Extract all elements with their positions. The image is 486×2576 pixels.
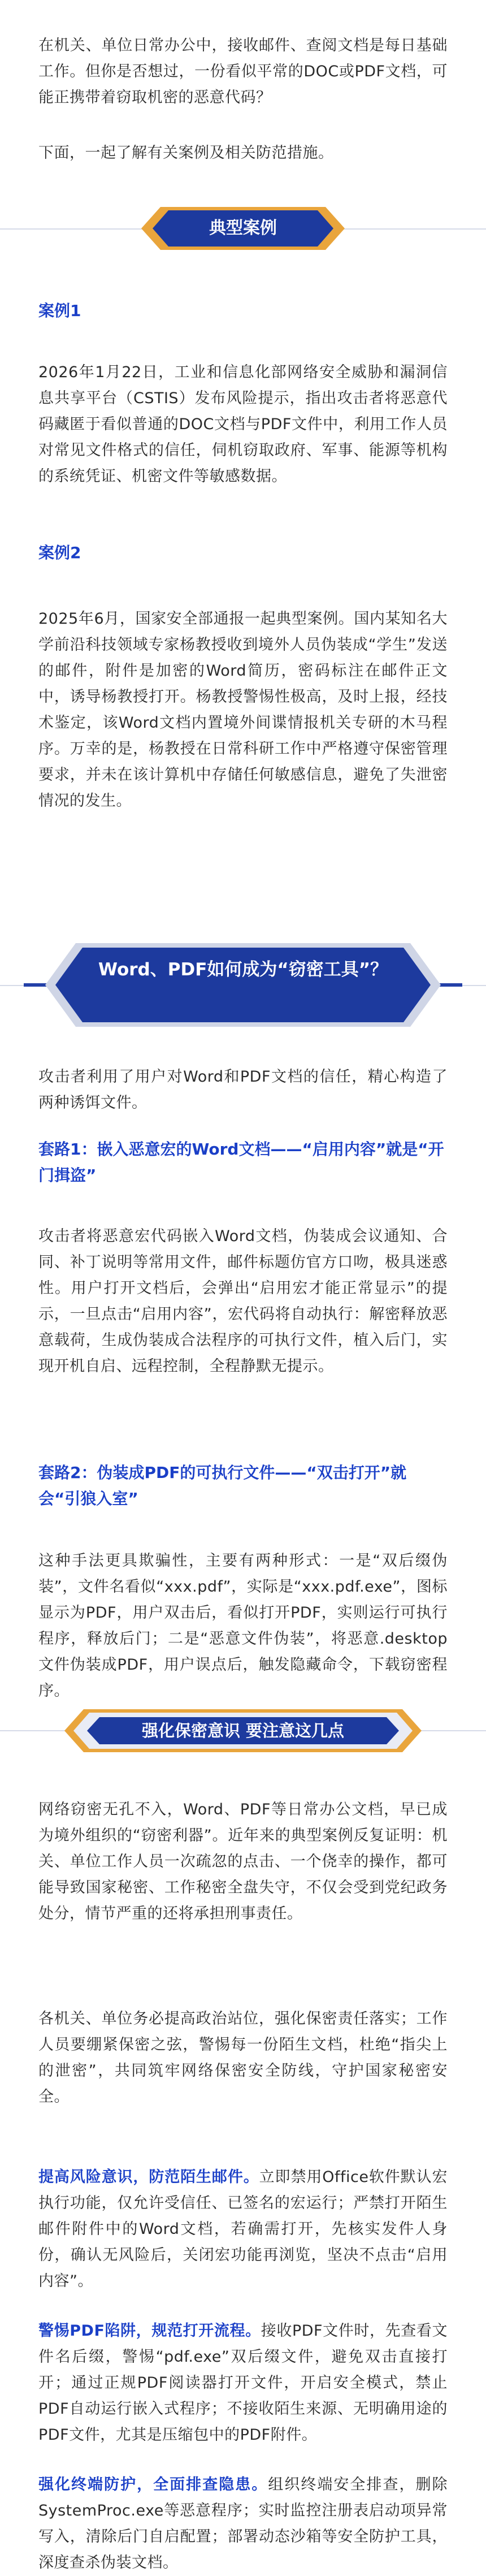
tip2-heading: 警惕PDF陷阱，规范打开流程。 [38, 2322, 261, 2340]
case2-label: 案例2 [38, 543, 81, 562]
banner-right-tick [440, 983, 462, 987]
case1-text: 2026年1月22日，工业和信息化部网络安全威胁和漏洞信息共享平台（CSTIS）发布风险提示，指出攻击者将恶意代码藏匿于看似普通的DOC文档与PDF文件中，利用工作人员对常见文件格式的信任，伺机窃取政府、军事、能源等机构的系统凭证、机密文件等敏感数据。 [38, 364, 448, 485]
case1-label: 案例1 [38, 301, 81, 320]
tip2-body: 接收PDF文件时，先查看文件名后缀，警惕“pdf.exe”双后缀文件，避免双击直接打开；通过正规PDF阅读器打开文件，开启安全模式，禁止PDF自动运行嵌入式程序；不接收陌生来源、无明确用途的PDF文件，尤其是压缩包中的PDF附件。 [38, 2322, 448, 2444]
tip3-paragraph [38, 2472, 448, 2576]
banner-left-tick [24, 983, 46, 987]
section2-intro: 攻击者利用了用户对Word和PDF文档的信任，精心构造了两种诱饵文件。 [38, 1068, 448, 1112]
tip1-body: 立即禁用Office软件默认宏执行功能，仅允许受信任、已签名的宏运行；严禁打开陌生邮件附件中的Word文档，若确需打开，先核实发件人身份，确认无风险后，关闭宏功能再浏览，坚决不点击“启用内容”。 [38, 2168, 448, 2290]
awareness-paragraph-1: 网络窃密无孔不入，Word、PDF等日常办公文档，早已成为境外组织的“窃密利器”。近年来的典型案例反复证明：机关、单位工作人员一次疏忽的点击、一个侥幸的操作，都可能导致国家秘密、工作秘密全盘失守，不仅会受到党纪政务处分，情节严重的还将承担刑事责任。 [38, 1801, 448, 1922]
routine1-text: 攻击者将恶意宏代码嵌入Word文档，伪装成会议通知、合同、补丁说明等常用文件，邮件标题仿官方口吻，极具迷惑性。用户打开文档后，会弹出“启用宏才能正常显示”的提示，一旦点击“启用内容”，宏代码将自动执行：解密释放恶意载荷，生成伪装成合法程序的可执行文件，植入后门，实现开机自启、远程控制，全程静默无提示。 [38, 1228, 448, 1375]
routine2-text: 这种手法更具欺骗性，主要有两种形式：一是“双后缀伪装”，文件名看似“xxx.pdf”，实际是“xxx.pdf.exe”，图标显示为PDF，用户双击后，看似打开PDF，实则运行可执行程序，释放后门；二是“恶意文件伪装”，将恶意.desktop文件伪装成PDF，用户误点后，触发隐藏命令，下载窃密程序。 [38, 1552, 448, 1700]
section-title-awareness: 强化保密意识 要注意这几点 [141, 1721, 345, 1740]
banner-ribbon-shape [45, 940, 441, 1030]
case2-text: 2025年6月，国家安全部通报一起典型案例。国内某知名大学前沿科技领域专家杨教授收到境外人员伪装成“学生”发送的邮件，附件是加密的Word简历，密码标注在邮件正文中，诱导杨教授打开。杨教授警惕性极高，及时上报，经技术鉴定，该Word文档内置境外间谍情报机关专研的木马程序。万幸的是，杨教授在日常科研工作中严格遵守保密管理要求，并未在该计算机中存储任何敏感信息，避免了失泄密情况的发生。 [38, 610, 448, 810]
tip1-paragraph [38, 2164, 448, 2294]
intro-paragraph-2: 下面，一起了解有关案例及相关防范措施。 [38, 144, 334, 162]
routine2-title: 套路2：伪装成PDF的可执行文件——“双击打开”就会“引狼入室” [38, 1463, 407, 1508]
routine1-title: 套路1：嵌入恶意宏的Word文档——“启用内容”就是“开门揖盗” [38, 1140, 444, 1185]
tip2-paragraph [38, 2318, 448, 2448]
section-title-typical-cases: 典型案例 [209, 218, 277, 238]
intro-paragraph-1: 在机关、单位日常办公中，接收邮件、查阅文档是每日基础工作。但你是否想过，一份看似平常的DOC或PDF文档，可能正携带着窃取机密的恶意代码？ [38, 37, 448, 106]
tip3-heading: 强化终端防护，全面排查隐患。 [38, 2476, 268, 2493]
tip3-body: 组织终端安全排查，删除SystemProc.exe等恶意程序；实时监控注册表启动项异常写入，清除后门自启配置；部署动态沙箱等安全防护工具，深度查杀伪装文档。 [38, 2476, 448, 2571]
awareness-paragraph-2: 各机关、单位务必提高政治站位，强化保密责任落实；工作人员要绷紧保密之弦，警惕每一份陌生文档，杜绝“指尖上的泄密”，共同筑牢网络保密安全防线，守护国家秘密安全。 [38, 2010, 448, 2106]
section-title-how-word-pdf: Word、PDF如何成为“窃密工具”？ [98, 959, 388, 980]
tip1-heading: 提高风险意识，防范陌生邮件。 [38, 2168, 259, 2186]
